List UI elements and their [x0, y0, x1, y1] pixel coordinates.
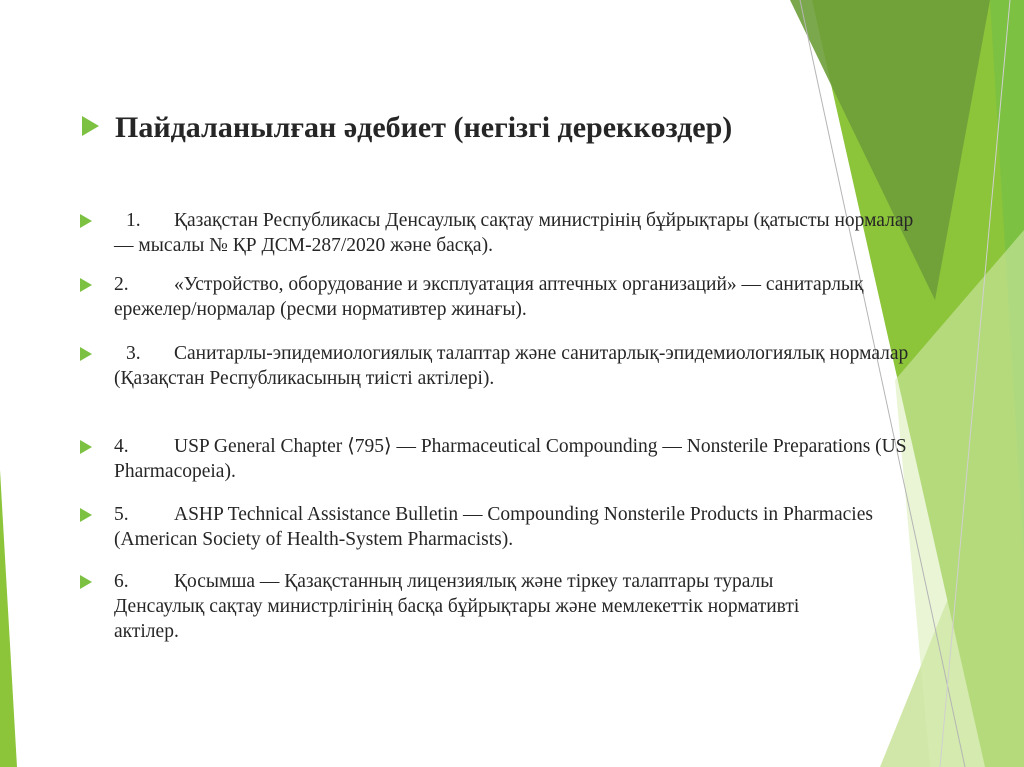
list-item-number: 6. [114, 571, 129, 592]
list-item-number: 1. [126, 210, 141, 231]
list-bullet-icon [80, 278, 92, 292]
list-item-text: Санитарлы-эпидемиологиялық талаптар және санитарлық-эпидемиологиялық нормалар (Қазақстан Республикасының тиісті актілері). [114, 343, 909, 389]
list-bullet-icon [80, 575, 92, 589]
list-bullet-icon [80, 214, 92, 228]
list-bullet-icon [80, 508, 92, 522]
list-item-number: 5. [114, 504, 129, 525]
list-item-text: ASHP Technical Assistance Bulletin — Compounding Nonsterile Products in Pharmacies (American Society of Health-System Pharmacists). [114, 504, 873, 550]
list-item [114, 434, 926, 484]
heading-bullet-icon [82, 116, 99, 136]
list-bullet-icon [80, 440, 92, 454]
list-item-number: 3. [126, 343, 141, 364]
list-item [114, 341, 926, 391]
list-item [114, 272, 926, 322]
list-bullet-icon [80, 347, 92, 361]
left-green-shape [0, 470, 17, 767]
list-item-text: «Устройство, оборудование и эксплуатация аптечных организаций» — санитарлық ережелер/нормалар (ресми нормативтер жинағы). [114, 274, 864, 320]
list-item [114, 208, 926, 258]
list-item-number: 2. [114, 274, 129, 295]
list-item-text: Қазақстан Республикасы Денсаулық сақтау министрінің бұйрықтары (қатысты нормалар — мысалы № ҚР ДСМ-287/2020 және басқа). [114, 210, 914, 256]
list-item [114, 502, 926, 552]
list-item-text: Қосымша — Қазақстанның лицензиялық және тіркеу талаптары туралы Денсаулық сақтау министрлігінің басқа бұйрықтары және мемлекеттік нормативті актілер. [114, 571, 800, 642]
list-item [114, 569, 854, 644]
list-item-text: USP General Chapter ⟨795⟩ — Pharmaceutical Compounding — Nonsterile Preparations (US Pharmacopeia). [114, 436, 907, 482]
slide-title: Пайдаланылған әдебиет (негізгі дереккөздер) [115, 111, 733, 144]
list-item-number: 4. [114, 436, 129, 457]
